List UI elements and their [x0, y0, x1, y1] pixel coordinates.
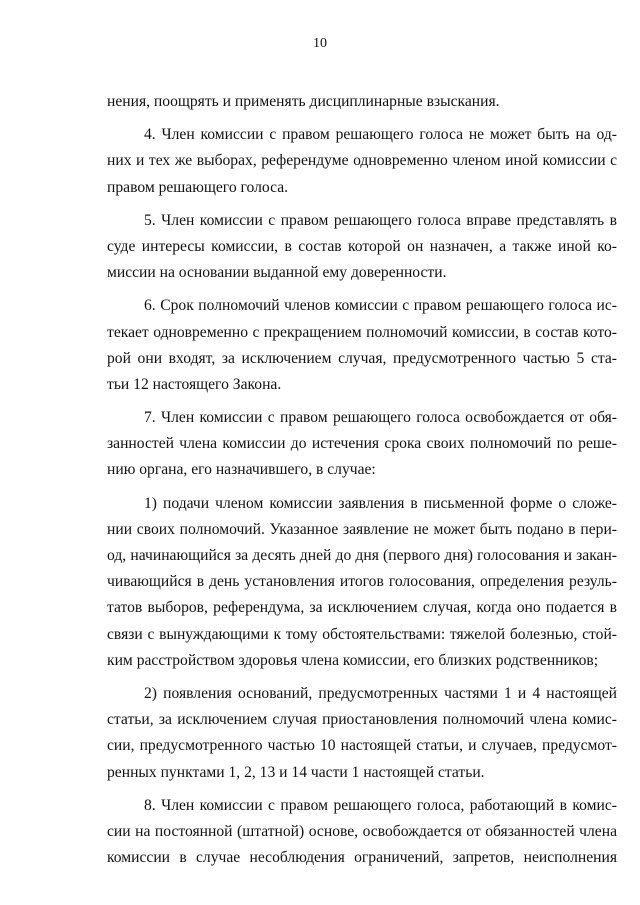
- paragraph-4: [107, 122, 617, 201]
- text-line: миссии на основании выданной ему доверенности.: [107, 264, 447, 282]
- text-line: занностей члена комиссии до истечения срока своих полномочий по реше-: [107, 435, 617, 453]
- text-line: 7. Член комиссии с правом решающего голоса освобождается от обя-: [144, 409, 617, 427]
- text-line: сии, предусмотренного частью 10 настоящей статьи, и случаев, предусмот-: [107, 737, 617, 755]
- page-number: 10: [313, 36, 327, 51]
- text-line: чивающийся в день установления итогов голосования, определения резуль-: [107, 573, 617, 591]
- paragraph-7-item-2: [107, 681, 617, 786]
- text-line: текает одновременно с прекращением полномочий комиссии, в состав кото-: [107, 323, 617, 341]
- text-line: суде интересы комиссии, в состав которой он назначен, а также иной ко-: [107, 237, 617, 255]
- text-line: 5. Член комиссии с правом решающего голоса вправе представлять в: [144, 211, 617, 229]
- text-line: ренных пунктами 1, 2, 13 и 14 части 1 настоящей статьи.: [107, 763, 485, 781]
- paragraph-8: [107, 793, 617, 872]
- paragraph-continuation: [107, 89, 617, 115]
- text-line: статьи, за исключением случая приостановления полномочий члена комис-: [107, 711, 617, 729]
- paragraph-5: [107, 208, 617, 287]
- text-line: 8. Член комиссии с правом решающего голоса, работающий в комис-: [144, 796, 617, 814]
- text-line: од, начинающийся за десять дней до дня (первого дня) голосования и закан-: [107, 547, 617, 564]
- text-line: ким расстройством здоровья члена комиссии, его близких родственников;: [107, 651, 599, 669]
- text-line: 1) подачи членом комиссии заявления в письменной форме о сложе-: [144, 494, 617, 512]
- paragraph-7: [107, 405, 617, 484]
- paragraph-6: [107, 293, 617, 398]
- text-line: нию органа, его назначившего, в случае:: [107, 461, 376, 479]
- text-line: сии на постоянной (штатной) основе, освобождается от обязанностей члена: [107, 822, 617, 840]
- text-line: связи с вынуждающими к тому обстоятельствами: тяжелой болезнью, стой-: [107, 625, 617, 643]
- text-line: них и тех же выборах, референдуме одновременно членом иной комиссии с: [107, 152, 617, 170]
- text-line: нения, поощрять и применять дисциплинарные взыскания.: [107, 93, 500, 110]
- text-line: нии своих полномочий. Указанное заявление не может быть подано в пери-: [107, 520, 617, 538]
- text-line: татов выборов, референдума, за исключением случая, когда оно подается в: [107, 599, 617, 617]
- text-line: тьи 12 настоящего Закона.: [107, 375, 282, 393]
- text-line: рой они входят, за исключением случая, предусмотренного частью 5 ста-: [107, 349, 617, 367]
- text-line: 4. Член комиссии с правом решающего голоса не может быть на од-: [144, 126, 617, 144]
- text-line: 2) появления оснований, предусмотренных частями 1 и 4 настоящей: [144, 684, 617, 702]
- text-line: комиссии в случае несоблюдения ограничений, запретов, неисполнения: [107, 849, 617, 867]
- paragraph-7-item-1: [107, 491, 617, 674]
- document-body: [107, 89, 617, 871]
- text-line: 6. Срок полномочий членов комиссии с правом решающего голоса ис-: [144, 297, 617, 315]
- text-line: правом решающего голоса.: [107, 178, 289, 196]
